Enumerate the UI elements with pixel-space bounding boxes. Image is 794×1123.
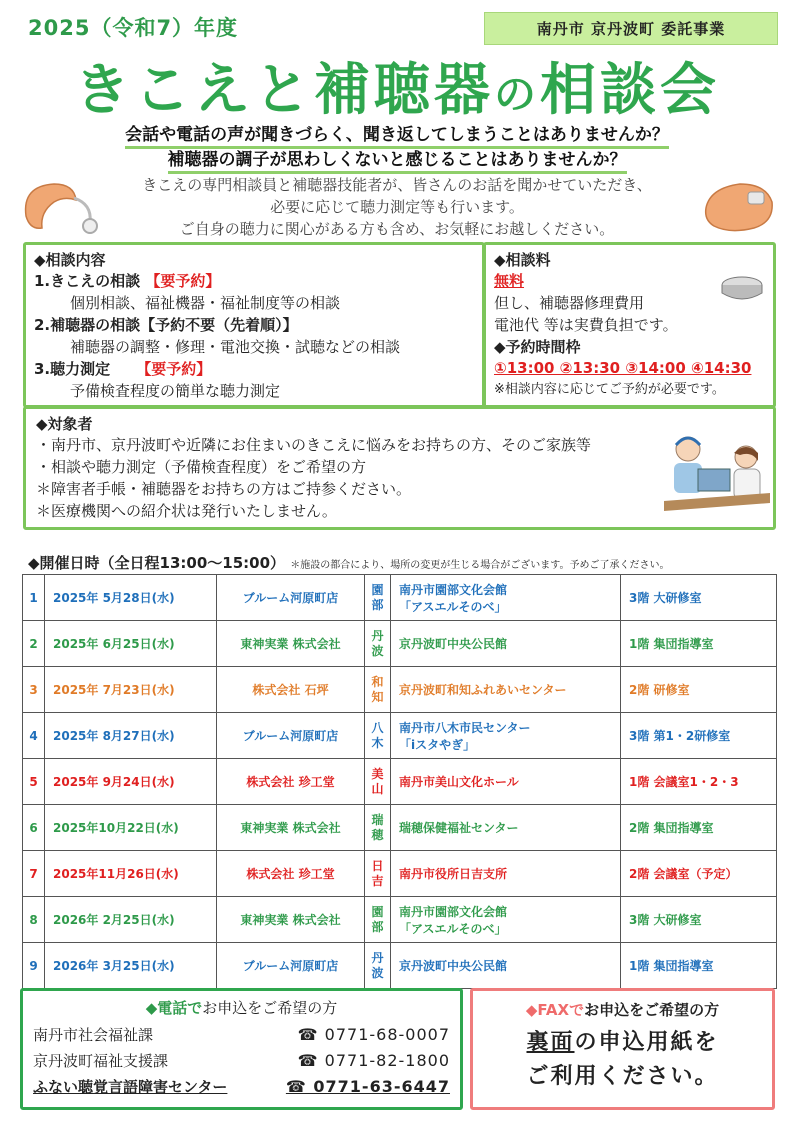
schedule-date: 2025年 8月27日(水) — [45, 713, 217, 759]
schedule-row — [23, 851, 777, 897]
schedule-room: 2階 会議室（予定） — [621, 851, 777, 897]
schedule-heading: ◆開催日時（全日程13:00〜15:00） ＊施設の都合により、場所の変更が生じる場合がございます。予めご了承ください。 — [28, 554, 670, 572]
fax-line-2: ご利用ください。 — [526, 1064, 719, 1089]
schedule-company: 株式会社 石坪 — [217, 667, 365, 713]
consultation-illustration — [662, 423, 772, 519]
year-label: 2025（令和7）年度 — [28, 16, 239, 40]
phone-row: ふない聴覚言語障害センター ☎ 0771-63-6447 — [33, 1077, 450, 1096]
schedule-row — [23, 575, 777, 621]
phone-heading: ◆電話でお申込をご希望の方 — [145, 999, 338, 1017]
schedule-room: 1階 集団指導室 — [621, 621, 777, 667]
phone-row: 南丹市社会福祉課 ☎ 0771-68-0007 — [33, 1025, 450, 1044]
target-line-3: ＊障害者手帳・補聴器をお持ちの方はご持参ください。 — [36, 480, 412, 498]
schedule-area: 日吉 — [365, 851, 391, 897]
schedule-row — [23, 667, 777, 713]
schedule-area: 美山 — [365, 759, 391, 805]
schedule-no: 8 — [23, 897, 45, 943]
schedule-area: 和知 — [365, 667, 391, 713]
schedule-row — [23, 621, 777, 667]
schedule-row — [23, 713, 777, 759]
schedule-row — [23, 805, 777, 851]
fee-line-2: 電池代 等は実費負担です。 — [494, 316, 678, 334]
schedule-row — [23, 943, 777, 989]
schedule-date: 2025年 7月23日(水) — [45, 667, 217, 713]
fax-line-1: 裏面の申込用紙を — [526, 1030, 719, 1055]
schedule-room: 2階 集団指導室 — [621, 805, 777, 851]
content-item-1-desc: 個別相談、福祉機器・福祉制度等の相談 — [70, 294, 341, 312]
schedule-room: 3階 大研修室 — [621, 897, 777, 943]
target-line-2: ・相談や聴力測定（予備検査程度）をご希望の方 — [36, 458, 367, 476]
fax-heading: ◆FAXでお申込をご希望の方 — [525, 1001, 720, 1019]
schedule-area: 瑞穂 — [365, 805, 391, 851]
phone-row: 京丹波町福祉支援課 ☎ 0771-82-1800 — [33, 1051, 450, 1070]
schedule-venue: 南丹市美山文化ホール — [391, 759, 621, 805]
schedule-area: 八木 — [365, 713, 391, 759]
schedule-room: 1階 集団指導室 — [621, 943, 777, 989]
time-heading: ◆予約時間枠 — [494, 338, 581, 356]
content-heading: ◆相談内容 — [34, 251, 106, 269]
schedule-date: 2025年11月26日(水) — [45, 851, 217, 897]
schedule-date: 2025年 6月25日(水) — [45, 621, 217, 667]
schedule-date: 2026年 2月25日(水) — [45, 897, 217, 943]
schedule-date: 2025年10月22日(水) — [45, 805, 217, 851]
schedule-area: 園部 — [365, 897, 391, 943]
schedule-room: 3階 第1・2研修室 — [621, 713, 777, 759]
battery-icon — [718, 271, 766, 307]
target-box — [23, 406, 776, 530]
schedule-company: 東神実業 株式会社 — [217, 805, 365, 851]
schedule-room: 3階 大研修室 — [621, 575, 777, 621]
fee-note: ※相談内容に応じてご予約が必要です。 — [494, 382, 725, 397]
schedule-venue: 京丹波町中央公民館 — [391, 943, 621, 989]
schedule-venue: 瑞穂保健福祉センター — [391, 805, 621, 851]
schedule-venue: 京丹波町和知ふれあいセンター — [391, 667, 621, 713]
intro-line-3: ご自身の聴力に関心がある方も含め、お気軽にお越しください。 — [179, 220, 615, 238]
schedule-venue: 南丹市園部文化会館 「アスエルそのべ」 — [391, 575, 621, 621]
intro-line-2: 必要に応じて聴力測定等も行います。 — [270, 198, 524, 216]
content-item-3: 3.聴力測定 【要予約】 — [34, 360, 212, 378]
target-line-1: ・南丹市、京丹波町や近隣にお住まいのきこえに悩みをお持ちの方、そのご家族等 — [36, 436, 592, 454]
content-item-2: 2.補聴器の相談【予約不要（先着順）】 — [34, 316, 298, 334]
schedule-company: 東神実業 株式会社 — [217, 621, 365, 667]
consultation-content-box — [23, 242, 485, 408]
schedule-company: ブルーム河原町店 — [217, 575, 365, 621]
schedule-no: 3 — [23, 667, 45, 713]
schedule-date: 2025年 9月24日(水) — [45, 759, 217, 805]
schedule-company: 株式会社 珍工堂 — [217, 851, 365, 897]
schedule-room: 2階 研修室 — [621, 667, 777, 713]
content-item-2-desc: 補聴器の調整・修理・電池交換・試聴などの相談 — [70, 338, 401, 356]
schedule-venue: 南丹市園部文化会館 「アスエルそのべ」 — [391, 897, 621, 943]
title-part-b: 相談会 — [540, 58, 720, 123]
fee-free: 無料 — [494, 272, 525, 290]
schedule-venue: 南丹市役所日吉支所 — [391, 851, 621, 897]
schedule-no: 1 — [23, 575, 45, 621]
target-heading: ◆対象者 — [36, 415, 93, 433]
fax-apply-box — [470, 988, 775, 1110]
fee-line-1: 但し、補聴器修理費用 — [494, 294, 645, 312]
question-1: 会話や電話の声が聞きづらく、聞き返してしまうことはありませんか？ — [0, 120, 794, 145]
schedule-room: 1階 会議室1・2・3 — [621, 759, 777, 805]
schedule-company: ブルーム河原町店 — [217, 713, 365, 759]
content-item-3-desc: 予備検査程度の簡単な聴力測定 — [70, 382, 281, 400]
schedule-area: 丹波 — [365, 621, 391, 667]
fee-heading: ◆相談料 — [494, 251, 551, 269]
title-no: の — [493, 70, 540, 119]
schedule-no: 7 — [23, 851, 45, 897]
org-badge: 南丹市 京丹波町 委託事業 — [484, 12, 778, 45]
question-2: 補聴器の調子が思わしくないと感じることはありませんか？ — [0, 145, 794, 170]
schedule-company: 株式会社 珍工堂 — [217, 759, 365, 805]
time-slots: ①13:00 ②13:30 ③14:00 ④14:30 — [494, 359, 752, 377]
target-line-4: ＊医療機関への紹介状は発行いたしません。 — [36, 502, 337, 520]
schedule-date: 2025年 5月28日(水) — [45, 575, 217, 621]
fee-box — [483, 242, 776, 408]
schedule-area: 園部 — [365, 575, 391, 621]
schedule-company: ブルーム河原町店 — [217, 943, 365, 989]
schedule-date: 2026年 3月25日(水) — [45, 943, 217, 989]
schedule-venue: 南丹市八木市民センター 「iスタやぎ」 — [391, 713, 621, 759]
schedule-table — [22, 574, 777, 989]
schedule-no: 4 — [23, 713, 45, 759]
schedule-row — [23, 759, 777, 805]
schedule-no: 6 — [23, 805, 45, 851]
page-title — [0, 46, 794, 126]
title-part-a: きこえと補聴器 — [73, 58, 494, 123]
schedule-row — [23, 897, 777, 943]
schedule-no: 9 — [23, 943, 45, 989]
intro-line-1: きこえの専門相談員と補聴器技能者が、皆さんのお話を聞かせていただき、 — [142, 176, 652, 194]
schedule-venue: 京丹波町中央公民館 — [391, 621, 621, 667]
content-item-1: 1.きこえの相談 【要予約】 — [34, 272, 221, 290]
schedule-area: 丹波 — [365, 943, 391, 989]
schedule-no: 5 — [23, 759, 45, 805]
schedule-company: 東神実業 株式会社 — [217, 897, 365, 943]
phone-apply-box — [20, 988, 463, 1110]
schedule-no: 2 — [23, 621, 45, 667]
